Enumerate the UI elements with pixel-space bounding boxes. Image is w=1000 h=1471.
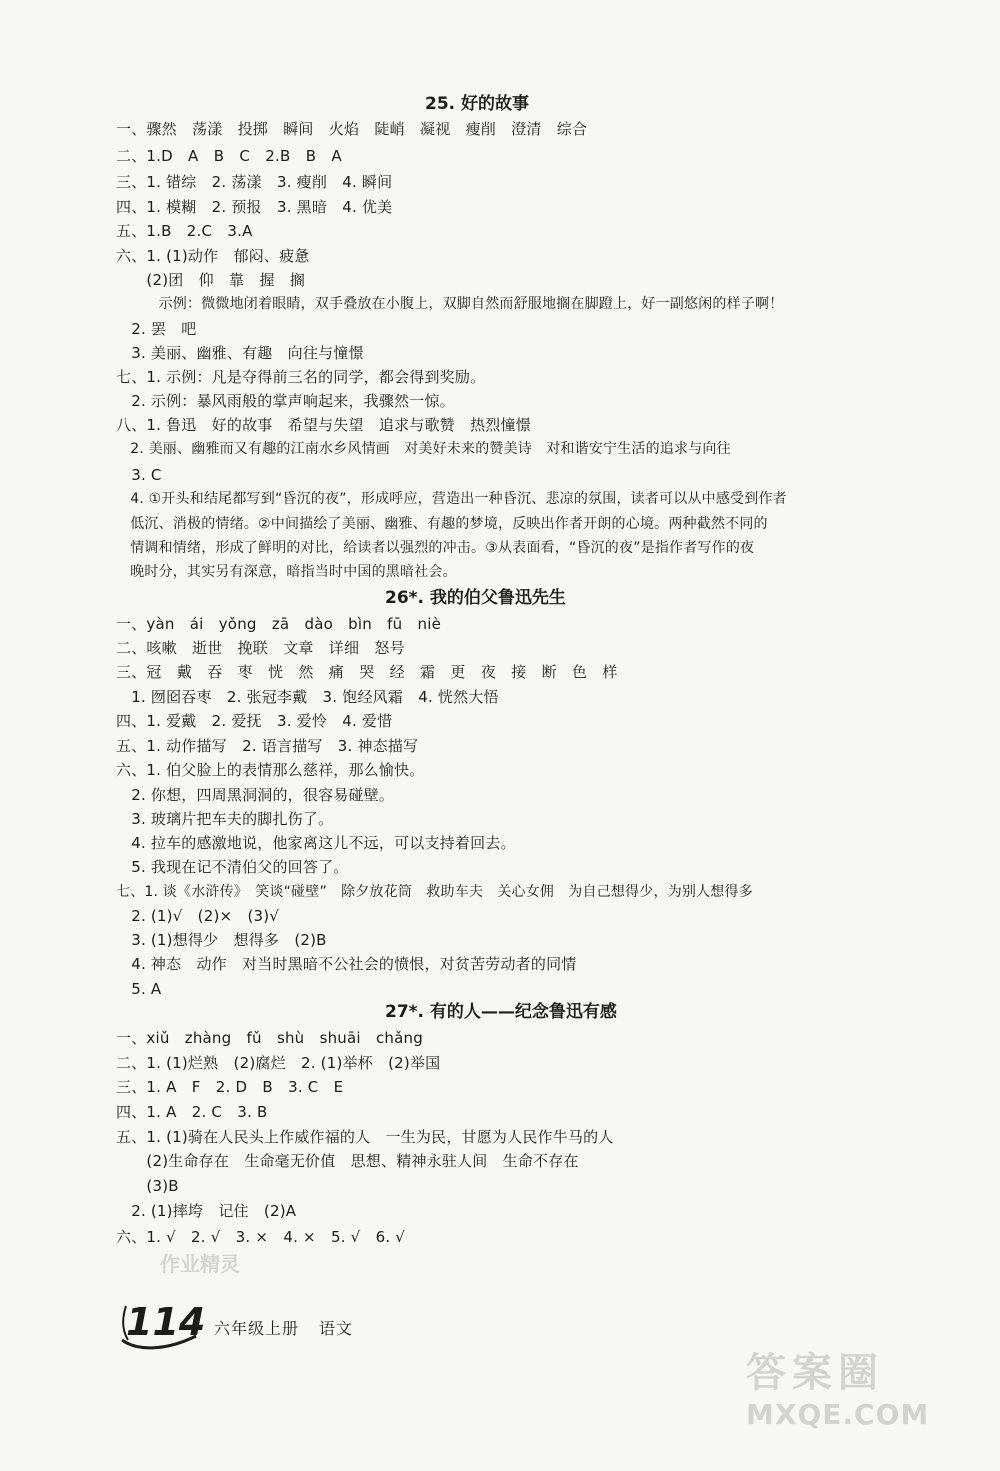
section-title-27: 27*. 有的人——纪念鲁迅有感	[385, 1002, 617, 1022]
answer-line: 一、xiǔ zhàng fǔ shù shuāi chǎng	[116, 1029, 423, 1047]
answer-line: 六、1. (1)动作 郁闷、疲惫	[116, 247, 310, 265]
answer-line: 一、yàn ái yǒng zā dào bìn fū niè	[116, 615, 442, 633]
answer-line: 2. 示例：暴风雨般的掌声响起来，我骤然一惊。	[116, 392, 455, 410]
answer-line: 3. 美丽、幽雅、有趣 向往与憧憬	[116, 344, 364, 362]
answer-line: 三、1. 错综 2. 荡漾 3. 瘦削 4. 瞬间	[116, 173, 393, 191]
answer-line: 三、冠 戴 吞 枣 恍 然 痛 哭 经 霜 更 夜 接 断 色 样	[116, 663, 618, 681]
footer-subject: 语文	[319, 1319, 354, 1338]
answer-line: 2. (1)√ (2)× (3)√	[116, 907, 280, 925]
answer-line: 二、1. (1)烂熟 (2)腐烂 2. (1)举杯 (2)举国	[116, 1054, 441, 1072]
answer-line: 一、骤然 荡漾 投掷 瞬间 火焰 陡峭 凝视 瘦削 澄清 综合	[116, 120, 588, 138]
answer-line: 2. (1)摔垮 记住 (2)A	[116, 1202, 297, 1220]
watermark	[746, 1341, 976, 1431]
answer-line: 2. 罢 吧	[116, 320, 197, 338]
answer-line: 低沉、消极的情绪。②中间描绘了美丽、幽雅、有趣的梦境，反映出作者开朗的心境。两种截然不同的	[116, 516, 768, 532]
answer-line: (2)生命存在 生命毫无价值 思想、精神永驻人间 生命不存在	[116, 1152, 579, 1170]
answer-line: (3)B	[116, 1177, 179, 1195]
answer-line: 3. (1)想得少 想得多 (2)B	[116, 931, 327, 949]
answer-line: 二、咳嗽 逝世 挽联 文章 详细 怒号	[116, 639, 405, 657]
answer-line: 3. C	[116, 466, 162, 484]
answer-line: 4. ①开头和结尾都写到“昏沉的夜”，形成呼应，营造出一种昏沉、悲凉的氛围，读者可以从中感受到作者	[116, 491, 787, 507]
answer-line: 3. 玻璃片把车夫的脚扎伤了。	[116, 810, 334, 828]
answer-line: 2. 美丽、幽雅而又有趣的江南水乡风情画 对美好未来的赞美诗 对和谐安宁生活的追求与向往	[116, 441, 731, 457]
watermark-logo: 答案圈	[746, 1350, 884, 1396]
answer-line: 五、1. 动作描写 2. 语言描写 3. 神态描写	[116, 737, 419, 755]
answer-line: (2)团 仰 靠 握 搁	[116, 271, 306, 289]
answer-line: 2. 你想，四周黑洞洞的，很容易碰壁。	[116, 786, 395, 804]
page-number: 114	[126, 1300, 206, 1344]
answer-line: 五、1.B 2.C 3.A	[116, 222, 253, 240]
section-title-25: 25. 好的故事	[425, 94, 530, 114]
answer-line: 七、1. 谈《水浒传》 笑谈“碰壁” 除夕放花筒 救助车夫 关心女佣 为自己想得少，为别人想得多	[116, 884, 753, 900]
answer-line: 八、1. 鲁迅 好的故事 希望与失望 追求与歌赞 热烈憧憬	[116, 416, 531, 434]
answer-line: 六、1. 伯父脸上的表情那么慈祥，那么愉快。	[116, 761, 425, 779]
answer-line: 四、1. 模糊 2. 预报 3. 黑暗 4. 优美	[116, 198, 393, 216]
answer-line: 五、1. (1)骑在人民头上作威作福的人 一生为民，甘愿为人民作牛马的人	[116, 1128, 614, 1146]
answer-line: 情调和情绪，形成了鲜明的对比，给读者以强烈的冲击。③从表面看，“昏沉的夜”是指作者写作的夜	[116, 540, 755, 556]
section-title-26: 26*. 我的伯父鲁迅先生	[385, 588, 566, 608]
footer-grade: 六年级上册	[214, 1319, 300, 1338]
answer-line: 三、1. A F 2. D B 3. C E	[116, 1078, 344, 1096]
answer-line: 七、1. 示例：凡是夺得前三名的同学，都会得到奖励。	[116, 368, 486, 386]
answer-line: 四、1. 爱戴 2. 爱抚 3. 爱怜 4. 爱惜	[116, 712, 393, 730]
footer-label	[214, 1316, 373, 1339]
answer-line: 四、1. A 2. C 3. B	[116, 1103, 268, 1121]
answer-line: 1. 囫囵吞枣 2. 张冠李戴 3. 饱经风霜 4. 恍然大悟	[116, 688, 499, 706]
faint-stamp: 作业精灵	[160, 1252, 240, 1276]
answer-line: 晚时分，其实另有深意，暗指当时中国的黑暗社会。	[116, 564, 457, 580]
watermark-url: MXQE.COM	[746, 1398, 930, 1431]
answer-line: 5. A	[116, 980, 162, 998]
answer-line: 六、1. √ 2. √ 3. × 4. × 5. √ 6. √	[116, 1228, 406, 1246]
answer-line: 4. 拉车的感激地说，他家离这儿不远，可以支持着回去。	[116, 834, 516, 852]
answer-line: 5. 我现在记不清伯父的回答了。	[116, 858, 349, 876]
answer-line: 4. 神态 动作 对当时黑暗不公社会的愤恨，对贫苦劳动者的同情	[116, 955, 577, 973]
answer-line: 二、1.D A B C 2.B B A	[116, 147, 342, 165]
answer-line: 示例：微微地闭着眼睛，双手叠放在小腹上，双脚自然而舒服地搁在脚蹬上，好一副悠闲的样子啊！	[116, 296, 784, 312]
